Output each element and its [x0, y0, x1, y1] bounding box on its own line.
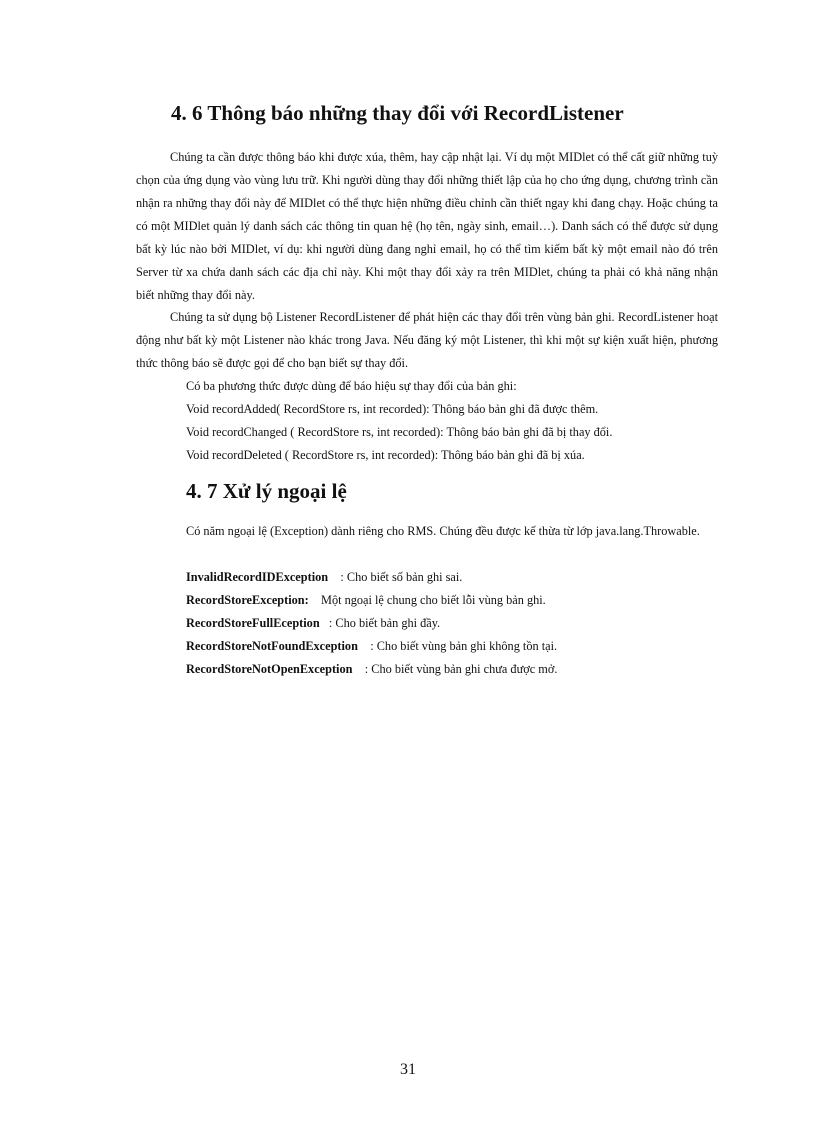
section-title-recordlistener: 4. 6 Thông báo những thay đổi với RecordListener	[171, 101, 624, 125]
exception-item	[186, 658, 557, 681]
paragraph-recordlistener	[136, 306, 718, 375]
method-record-changed: Void recordChanged ( RecordStore rs, int recorded): Thông báo bản ghi đã bị thay đổi.	[186, 425, 613, 439]
exception-item	[186, 589, 546, 612]
exception-name: RecordStoreNotOpenException	[186, 662, 353, 676]
exception-desc: : Cho biết vùng bản ghi chưa được mở.	[364, 662, 558, 676]
paragraph-text: Chúng ta sử dụng bộ Listener RecordListener để phát hiện các thay đổi trên vùng bản ghi. RecordListener hoạt động như bất kỳ một Listener nào khác trong Java. Nếu đăng ký một Listener, thì khi một sự kiện xuất hiện, phương thức thông báo sẽ được gọi để cho bạn biết sự thay đổi.	[136, 310, 718, 370]
exception-item	[186, 635, 557, 658]
exception-desc: Một ngoại lệ chung cho biết lỗi vùng bản ghi.	[321, 593, 546, 607]
exception-item	[186, 566, 462, 589]
exception-desc: : Cho biết bản ghi đầy.	[328, 616, 441, 630]
paragraph-text: Chúng ta cần được thông báo khi được xúa, thêm, hay cập nhật lại. Ví dụ một MIDlet có thể cất giữ những tuỳ chọn của ứng dụng vào vùng lưu trữ. Khi người dùng thay đổi những thiết lập của họ cho ứng dụng, chương trình cần nhận ra những thay đổi này để MIDlet có thể thực hiện những điều chỉnh cần thiết ngay khi đang chạy. Hoặc chúng ta có một MIDlet quản lý danh sách các thông tin quan hệ (họ tên, ngày sinh, email…). Danh sách có thể được sử dụng bất kỳ lúc nào bởi MIDlet, ví dụ: khi người dùng đang nghỉ email, họ có thể tìm kiếm bất kỳ một email nào đó trên Server từ xa chứa danh sách các địa chỉ này. Khi một thay đổi xảy ra trên MIDlet, chúng ta phải có khả năng nhận biết những thay đổi này.	[136, 150, 718, 302]
method-record-deleted: Void recordDeleted ( RecordStore rs, int recorded): Thông báo bản ghi đã bị xúa.	[186, 448, 585, 462]
exception-name: InvalidRecordIDException	[186, 570, 329, 584]
exception-name: RecordStoreNotFoundException	[186, 639, 358, 653]
page-number: 31	[400, 1061, 416, 1078]
exception-name: RecordStoreFullEception	[186, 616, 320, 630]
exception-item	[186, 612, 440, 635]
method-record-added: Void recordAdded( RecordStore rs, int recorded): Thông báo bản ghi đã được thêm.	[186, 402, 599, 416]
exception-desc: : Cho biết vùng bản ghi không tồn tại.	[370, 639, 558, 653]
exception-name: RecordStoreException:	[186, 593, 309, 607]
paragraph-exceptions-intro	[136, 520, 718, 543]
section-title-exceptions: 4. 7 Xử lý ngoại lệ	[186, 479, 347, 503]
paragraph-text: Có năm ngoại lệ (Exception) dành riêng cho RMS. Chúng đều được kế thừa từ lớp java.lang.Throwable.	[186, 524, 700, 538]
paragraph-notification	[136, 146, 718, 307]
methods-intro: Có ba phương thức được dùng để báo hiệu sự thay đổi của bản ghi:	[186, 379, 517, 393]
exception-desc: : Cho biết số bản ghi sai.	[340, 570, 463, 584]
